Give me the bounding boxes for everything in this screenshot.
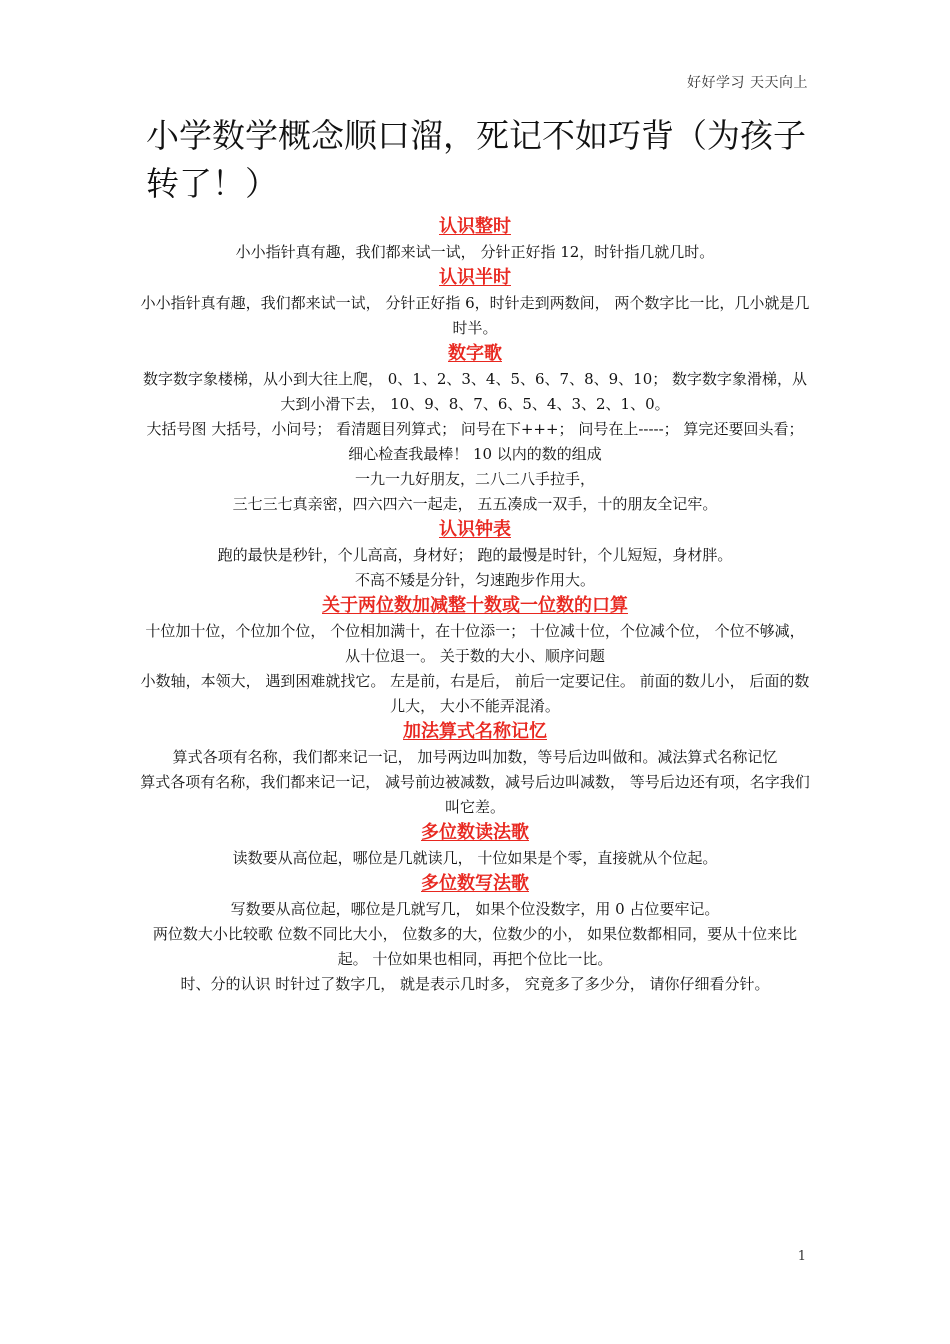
section-half-hour (140, 265, 810, 341)
section-heading: 多位数写法歌 (421, 873, 529, 894)
verse-paragraph: 时、分的认识 时针过了数字几， 就是表示几时多， 究竟多了多少分， 请你仔细看分针。 (180, 975, 770, 993)
section-heading: 认识半时 (439, 267, 511, 288)
section-whole-hour (140, 214, 810, 265)
verse-paragraph: 一九一九好朋友，二八二八手拉手， (354, 470, 595, 488)
verse-paragraph: 写数要从高位起，哪位是几就写几， 如果个位没数字，用 0 占位要牢记。 (230, 900, 720, 918)
section-clock (140, 517, 810, 593)
section-heading: 加法算式名称记忆 (403, 721, 547, 742)
verse-paragraph: 小小指针真有趣，我们都来试一试， 分针正好指 12，时针指几就几时。 (235, 243, 715, 261)
section-heading: 多位数读法歌 (421, 822, 529, 843)
verse-paragraph: 算式各项有名称，我们都来记一记， 加号两边叫加数，等号后边叫做和。减法算式名称记忆 (172, 748, 778, 766)
section-writing-numbers (140, 871, 810, 997)
header-slogan: 好好学习 天天向上 (687, 75, 808, 91)
verse-paragraph: 读数要从高位起，哪位是几就读几， 十位如果是个零，直接就从个位起。 (232, 849, 718, 867)
page-number: 1 (797, 1249, 806, 1264)
document-body (140, 214, 810, 997)
verse-paragraph: 小小指针真有趣，我们都来试一试， 分针正好指 6，时针走到两数间， 两个数字比一比，几小就是几时半。 (140, 294, 810, 337)
section-heading: 数字歌 (448, 343, 502, 364)
document-title: 小学数学概念顺口溜，死记不如巧背（为孩子转了！） (146, 116, 806, 203)
verse-paragraph: 三七三七真亲密，四六四六一起走， 五五凑成一双手，十的朋友全记牢。 (232, 495, 718, 513)
verse-paragraph: 大括号图 大括号，小问号； 看清题目列算式； 问号在下+++； 问号在上-----； 算完还要回头看； 细心检查我最棒！ 10 以内的数的组成 (146, 420, 804, 463)
verse-paragraph: 数字数字象楼梯，从小到大往上爬， 0、1、2、3、4、5、6、7、8、9、10； 数字数字象滑梯，从大到小滑下去， 10、9、8、7、6、5、4、3、2、1、0。 (142, 370, 808, 413)
verse-paragraph: 不高不矮是分针，匀速跑步作用大。 (354, 571, 595, 589)
verse-paragraph: 跑的最快是秒针，个儿高高，身材好； 跑的最慢是时针，个儿短短，身材胖。 (217, 546, 733, 564)
section-heading: 认识整时 (439, 216, 511, 237)
verse-paragraph: 十位加十位，个位加个位， 个位相加满十，在十位添一； 十位减十位，个位减个位， 个位不够减，从十位退一。 关于数的大小、顺序问题 (145, 622, 805, 665)
section-mental-arithmetic (140, 593, 810, 719)
section-heading: 认识钟表 (439, 519, 511, 540)
section-number-song (140, 341, 810, 517)
verse-paragraph: 两位数大小比较歌 位数不同比大小， 位数多的大，位数少的小， 如果位数都相同，要从十位来比起。 十位如果也相同，再把个位比一比。 (152, 925, 798, 968)
section-heading: 关于两位数加减整十数或一位数的口算 (322, 595, 628, 616)
verse-paragraph: 小数轴，本领大， 遇到困难就找它。 左是前，右是后， 前后一定要记住。 前面的数儿小， 后面的数儿大， 大小不能弄混淆。 (140, 672, 810, 715)
verse-paragraph: 算式各项有名称，我们都来记一记， 减号前边被减数，减号后边叫减数， 等号后边还有项，名字我们叫它差。 (140, 773, 810, 816)
section-addition-names (140, 719, 810, 820)
section-reading-numbers (140, 820, 810, 871)
